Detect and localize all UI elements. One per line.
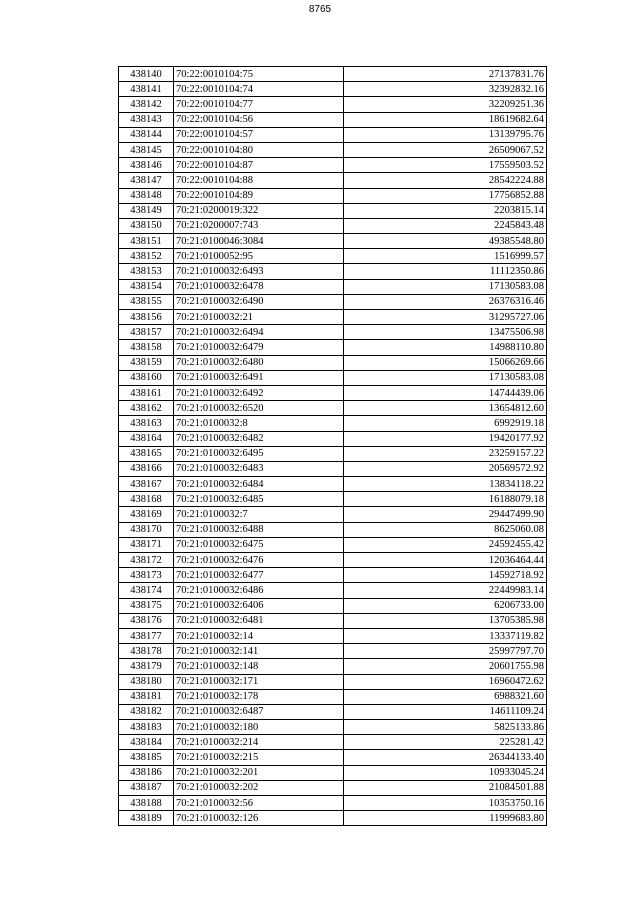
- row-number-cell: 438147: [119, 173, 174, 188]
- row-number-cell: 438145: [119, 142, 174, 157]
- row-number-cell: 438178: [119, 644, 174, 659]
- cadastral-value-cell: 24592455.42: [344, 537, 547, 552]
- cadastral-number-cell: 70:21:0100032:6487: [174, 704, 344, 719]
- cadastral-value-cell: 23259157.22: [344, 446, 547, 461]
- cadastral-number-cell: 70:21:0100032:6494: [174, 325, 344, 340]
- table-row: [119, 796, 547, 811]
- row-number-cell: 438144: [119, 127, 174, 142]
- cadastral-number-cell: 70:22:0010104:87: [174, 158, 344, 173]
- cadastral-value-cell: 27137831.76: [344, 67, 547, 82]
- table-row: [119, 127, 547, 142]
- cadastral-value-cell: 11999683.80: [344, 811, 547, 826]
- cadastral-number-cell: 70:21:0100032:214: [174, 735, 344, 750]
- cadastral-value-cell: 21084501.88: [344, 780, 547, 795]
- cadastral-value-cell: 6988321.60: [344, 689, 547, 704]
- row-number-cell: 438167: [119, 477, 174, 492]
- table-row: [119, 203, 547, 218]
- cadastral-value-cell: 16188079.18: [344, 492, 547, 507]
- row-number-cell: 438149: [119, 203, 174, 218]
- cadastral-number-cell: 70:21:0100032:6520: [174, 401, 344, 416]
- cadastral-number-cell: 70:21:0200019:322: [174, 203, 344, 218]
- cadastral-value-cell: 13337119.82: [344, 628, 547, 643]
- cadastral-value-cell: 13139795.76: [344, 127, 547, 142]
- row-number-cell: 438173: [119, 568, 174, 583]
- table-row: [119, 537, 547, 552]
- cadastral-number-cell: 70:22:0010104:74: [174, 82, 344, 97]
- table-row: [119, 142, 547, 157]
- cadastral-number-cell: 70:21:0100032:6483: [174, 461, 344, 476]
- cadastral-value-cell: 11112350.86: [344, 264, 547, 279]
- cadastral-value-cell: 20601755.98: [344, 659, 547, 674]
- cadastral-number-cell: 70:21:0100032:6488: [174, 522, 344, 537]
- cadastral-value-cell: 20569572.92: [344, 461, 547, 476]
- table-row: [119, 492, 547, 507]
- cadastral-number-cell: 70:21:0100032:6484: [174, 477, 344, 492]
- row-number-cell: 438189: [119, 811, 174, 826]
- table-row: [119, 234, 547, 249]
- cadastral-number-cell: 70:22:0010104:57: [174, 127, 344, 142]
- table-row: [119, 553, 547, 568]
- table-row: [119, 765, 547, 780]
- cadastral-value-cell: 6992919.18: [344, 416, 547, 431]
- cadastral-number-cell: 70:21:0100032:6490: [174, 294, 344, 309]
- cadastral-number-cell: 70:21:0100032:6476: [174, 553, 344, 568]
- table-row: [119, 218, 547, 233]
- cadastral-value-cell: 13705385.98: [344, 613, 547, 628]
- cadastral-number-cell: 70:21:0100052:95: [174, 249, 344, 264]
- cadastral-value-cell: 28542224.88: [344, 173, 547, 188]
- cadastral-number-cell: 70:21:0100032:6478: [174, 279, 344, 294]
- cadastral-value-cell: 18619682.64: [344, 112, 547, 127]
- cadastral-number-cell: 70:22:0010104:75: [174, 67, 344, 82]
- cadastral-number-cell: 70:21:0100032:178: [174, 689, 344, 704]
- row-number-cell: 438146: [119, 158, 174, 173]
- table-row: [119, 158, 547, 173]
- table-row: [119, 811, 547, 826]
- cadastral-value-cell: 17559503.52: [344, 158, 547, 173]
- cadastral-value-cell: 49385548.80: [344, 234, 547, 249]
- row-number-cell: 438168: [119, 492, 174, 507]
- cadastral-number-cell: 70:21:0100032:148: [174, 659, 344, 674]
- cadastral-number-cell: 70:21:0100032:171: [174, 674, 344, 689]
- cadastral-value-cell: 10353750.16: [344, 796, 547, 811]
- row-number-cell: 438176: [119, 613, 174, 628]
- table-row: [119, 385, 547, 400]
- table-row: [119, 522, 547, 537]
- row-number-cell: 438157: [119, 325, 174, 340]
- row-number-cell: 438181: [119, 689, 174, 704]
- table-row: [119, 659, 547, 674]
- cadastral-value-cell: 14611109.24: [344, 704, 547, 719]
- row-number-cell: 438159: [119, 355, 174, 370]
- row-number-cell: 438175: [119, 598, 174, 613]
- row-number-cell: 438160: [119, 370, 174, 385]
- cadastral-value-cell: 19420177.92: [344, 431, 547, 446]
- cadastral-number-cell: 70:22:0010104:80: [174, 142, 344, 157]
- row-number-cell: 438177: [119, 628, 174, 643]
- row-number-cell: 438179: [119, 659, 174, 674]
- cadastral-number-cell: 70:21:0100032:202: [174, 780, 344, 795]
- row-number-cell: 438158: [119, 340, 174, 355]
- row-number-cell: 438154: [119, 279, 174, 294]
- table-row: [119, 446, 547, 461]
- cadastral-number-cell: 70:22:0010104:77: [174, 97, 344, 112]
- cadastral-value-table: [118, 66, 547, 826]
- table-row: [119, 82, 547, 97]
- cadastral-value-cell: 17130583.08: [344, 279, 547, 294]
- cadastral-number-cell: 70:21:0100032:6479: [174, 340, 344, 355]
- table-row: [119, 598, 547, 613]
- table-body: [119, 67, 547, 826]
- cadastral-number-cell: 70:21:0100032:6477: [174, 568, 344, 583]
- cadastral-number-cell: 70:21:0100032:6493: [174, 264, 344, 279]
- cadastral-number-cell: 70:21:0100032:6480: [174, 355, 344, 370]
- row-number-cell: 438152: [119, 249, 174, 264]
- table-row: [119, 279, 547, 294]
- table-row: [119, 264, 547, 279]
- cadastral-number-cell: 70:21:0100032:215: [174, 750, 344, 765]
- table-row: [119, 310, 547, 325]
- cadastral-number-cell: 70:21:0100032:7: [174, 507, 344, 522]
- cadastral-number-cell: 70:21:0100032:6486: [174, 583, 344, 598]
- row-number-cell: 438170: [119, 522, 174, 537]
- cadastral-number-cell: 70:21:0100032:6491: [174, 370, 344, 385]
- row-number-cell: 438150: [119, 218, 174, 233]
- cadastral-number-cell: 70:22:0010104:89: [174, 188, 344, 203]
- row-number-cell: 438186: [119, 765, 174, 780]
- row-number-cell: 438165: [119, 446, 174, 461]
- cadastral-number-cell: 70:21:0100032:8: [174, 416, 344, 431]
- table-row: [119, 507, 547, 522]
- cadastral-number-cell: 70:21:0100032:56: [174, 796, 344, 811]
- page-number: 8765: [308, 4, 332, 15]
- table-row: [119, 750, 547, 765]
- cadastral-number-cell: 70:21:0100032:6482: [174, 431, 344, 446]
- table-row: [119, 628, 547, 643]
- row-number-cell: 438182: [119, 704, 174, 719]
- cadastral-number-cell: 70:21:0100032:6481: [174, 613, 344, 628]
- table-row: [119, 644, 547, 659]
- cadastral-value-cell: 26376316.46: [344, 294, 547, 309]
- table-row: [119, 689, 547, 704]
- cadastral-value-cell: 2245843.48: [344, 218, 547, 233]
- cadastral-value-cell: 31295727.06: [344, 310, 547, 325]
- table-row: [119, 112, 547, 127]
- row-number-cell: 438143: [119, 112, 174, 127]
- table-row: [119, 325, 547, 340]
- cadastral-number-cell: 70:21:0100032:126: [174, 811, 344, 826]
- cadastral-value-cell: 22449983.14: [344, 583, 547, 598]
- row-number-cell: 438148: [119, 188, 174, 203]
- row-number-cell: 438185: [119, 750, 174, 765]
- cadastral-value-cell: 14592718.92: [344, 568, 547, 583]
- cadastral-value-cell: 32392832.16: [344, 82, 547, 97]
- table-row: [119, 568, 547, 583]
- cadastral-value-cell: 6206733.00: [344, 598, 547, 613]
- cadastral-value-cell: 5825133.86: [344, 720, 547, 735]
- row-number-cell: 438164: [119, 431, 174, 446]
- table-row: [119, 431, 547, 446]
- cadastral-value-cell: 1516999.57: [344, 249, 547, 264]
- table-row: [119, 370, 547, 385]
- cadastral-value-cell: 13834118.22: [344, 477, 547, 492]
- cadastral-number-cell: 70:21:0100032:6406: [174, 598, 344, 613]
- table-row: [119, 416, 547, 431]
- row-number-cell: 438153: [119, 264, 174, 279]
- cadastral-number-cell: 70:21:0100032:141: [174, 644, 344, 659]
- cadastral-number-cell: 70:21:0100032:6495: [174, 446, 344, 461]
- cadastral-value-cell: 13654812.60: [344, 401, 547, 416]
- table-row: [119, 720, 547, 735]
- cadastral-value-cell: 10933045.24: [344, 765, 547, 780]
- cadastral-number-cell: 70:22:0010104:56: [174, 112, 344, 127]
- row-number-cell: 438171: [119, 537, 174, 552]
- row-number-cell: 438141: [119, 82, 174, 97]
- row-number-cell: 438183: [119, 720, 174, 735]
- cadastral-number-cell: 70:21:0100032:180: [174, 720, 344, 735]
- cadastral-value-cell: 225281.42: [344, 735, 547, 750]
- table-row: [119, 461, 547, 476]
- table-row: [119, 294, 547, 309]
- row-number-cell: 438151: [119, 234, 174, 249]
- row-number-cell: 438172: [119, 553, 174, 568]
- row-number-cell: 438162: [119, 401, 174, 416]
- table-row: [119, 780, 547, 795]
- table-row: [119, 340, 547, 355]
- table-row: [119, 401, 547, 416]
- row-number-cell: 438166: [119, 461, 174, 476]
- cadastral-value-cell: 8625060.08: [344, 522, 547, 537]
- cadastral-value-cell: 25997797.70: [344, 644, 547, 659]
- row-number-cell: 438156: [119, 310, 174, 325]
- cadastral-number-cell: 70:21:0100046:3084: [174, 234, 344, 249]
- cadastral-value-cell: 13475506.98: [344, 325, 547, 340]
- cadastral-value-cell: 17756852.88: [344, 188, 547, 203]
- row-number-cell: 438163: [119, 416, 174, 431]
- cadastral-number-cell: 70:21:0100032:6485: [174, 492, 344, 507]
- cadastral-value-cell: 26509067.52: [344, 142, 547, 157]
- table-row: [119, 704, 547, 719]
- cadastral-value-cell: 12036464.44: [344, 553, 547, 568]
- cadastral-value-cell: 16960472.62: [344, 674, 547, 689]
- cadastral-number-cell: 70:21:0100032:6475: [174, 537, 344, 552]
- row-number-cell: 438187: [119, 780, 174, 795]
- row-number-cell: 438184: [119, 735, 174, 750]
- row-number-cell: 438140: [119, 67, 174, 82]
- table-row: [119, 173, 547, 188]
- cadastral-number-cell: 70:21:0100032:6492: [174, 385, 344, 400]
- cadastral-value-cell: 17130583.08: [344, 370, 547, 385]
- table-row: [119, 583, 547, 598]
- cadastral-value-cell: 14744439.06: [344, 385, 547, 400]
- row-number-cell: 438174: [119, 583, 174, 598]
- cadastral-number-cell: 70:21:0100032:201: [174, 765, 344, 780]
- row-number-cell: 438155: [119, 294, 174, 309]
- cadastral-number-cell: 70:21:0100032:14: [174, 628, 344, 643]
- table-row: [119, 735, 547, 750]
- cadastral-value-cell: 2203815.14: [344, 203, 547, 218]
- cadastral-value-cell: 15066269.66: [344, 355, 547, 370]
- cadastral-number-cell: 70:21:0200007:743: [174, 218, 344, 233]
- table-row: [119, 613, 547, 628]
- cadastral-value-cell: 32209251.36: [344, 97, 547, 112]
- row-number-cell: 438180: [119, 674, 174, 689]
- cadastral-number-cell: 70:21:0100032:21: [174, 310, 344, 325]
- cadastral-value-cell: 29447499.90: [344, 507, 547, 522]
- row-number-cell: 438142: [119, 97, 174, 112]
- cadastral-number-cell: 70:22:0010104:88: [174, 173, 344, 188]
- table-row: [119, 477, 547, 492]
- row-number-cell: 438169: [119, 507, 174, 522]
- table-row: [119, 97, 547, 112]
- table-row: [119, 674, 547, 689]
- table-row: [119, 67, 547, 82]
- row-number-cell: 438161: [119, 385, 174, 400]
- row-number-cell: 438188: [119, 796, 174, 811]
- table-row: [119, 249, 547, 264]
- cadastral-value-cell: 14988110.80: [344, 340, 547, 355]
- table-row: [119, 188, 547, 203]
- table-row: [119, 355, 547, 370]
- cadastral-value-cell: 26344133.40: [344, 750, 547, 765]
